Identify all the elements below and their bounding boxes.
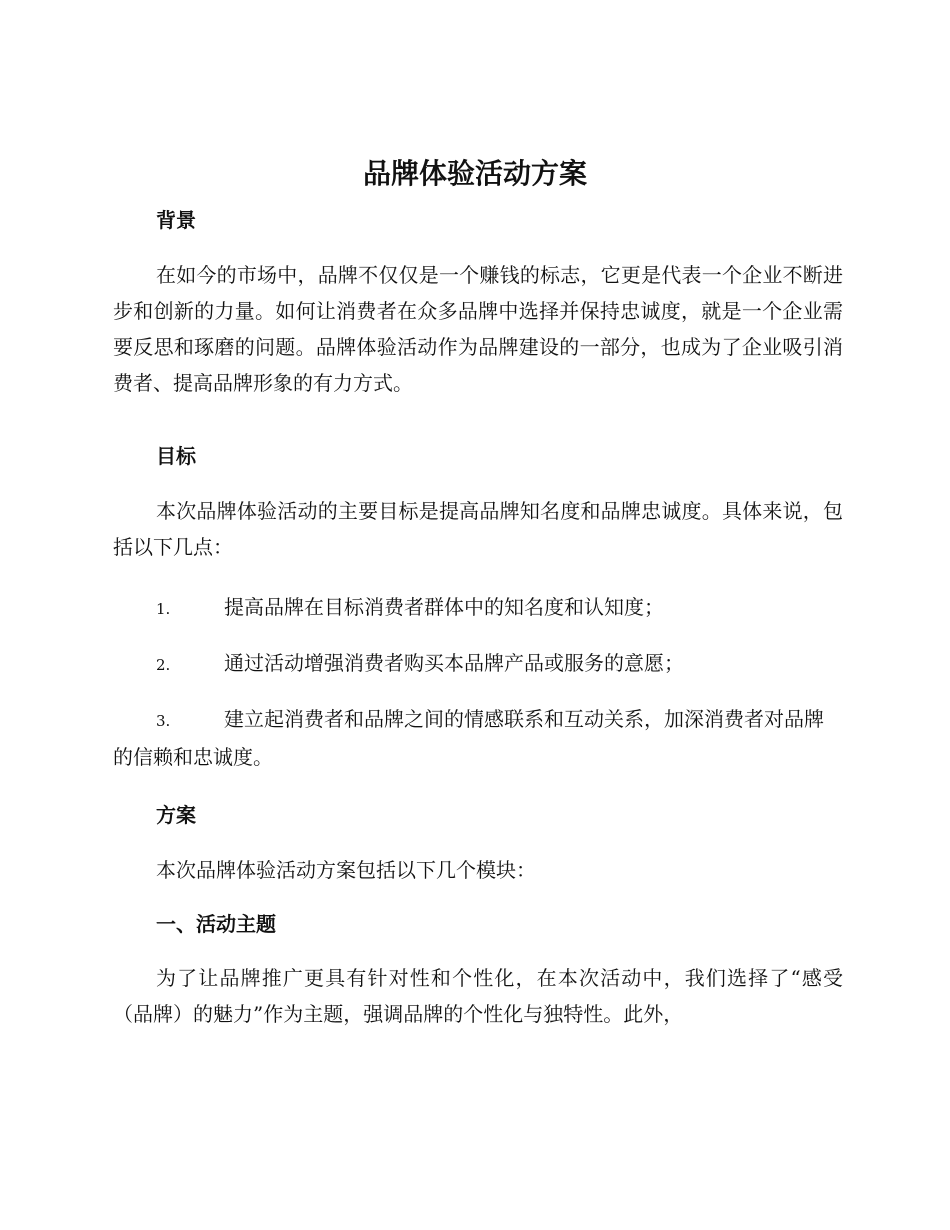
list-number: 2. — [156, 656, 171, 674]
list-number: 1. — [156, 600, 171, 618]
document-title: 品牌体验活动方案 — [362, 157, 587, 190]
paragraph-goal: 本次品牌体验活动的主要目标是提高品牌知名度和品牌忠诚度。具体来说，包括以下几点： — [113, 499, 843, 559]
list-item-2 — [113, 645, 843, 683]
list-item-1 — [113, 589, 843, 627]
heading-activity-theme: 一、活动主题 — [156, 912, 276, 936]
paragraph-plan: 本次品牌体验活动方案包括以下几个模块： — [156, 858, 536, 882]
paragraph-background: 在如今的市场中，品牌不仅仅是一个赚钱的标志，它更是代表一个企业不断进步和创新的力量。如何让消费者在众多品牌中选择并保持忠诚度，就是一个企业需要反思和琢磨的问题。品牌体验活动作为品牌建设的一部分，也成为了企业吸引消费者、提高品牌形象的有力方式。 — [113, 263, 843, 395]
heading-goal: 目标 — [156, 444, 196, 468]
paragraph-activity-theme: 为了让品牌推广更具有针对性和个性化，在本次活动中，我们选择了“感受（品牌）的魅力”作为主题，强调品牌的个性化与独特性。此外， — [113, 966, 843, 1026]
list-text: 建立起消费者和品牌之间的情感联系和互动关系，加深消费者对品牌的信赖和忠诚度。 — [113, 707, 824, 769]
heading-plan: 方案 — [156, 803, 196, 827]
heading-background: 背景 — [156, 208, 196, 232]
list-item-3 — [113, 701, 843, 775]
list-text: 通过活动增强消费者购买本品牌产品或服务的意愿； — [224, 651, 684, 675]
list-text: 提高品牌在目标消费者群体中的知名度和认知度； — [224, 595, 664, 619]
list-number: 3. — [156, 712, 171, 730]
